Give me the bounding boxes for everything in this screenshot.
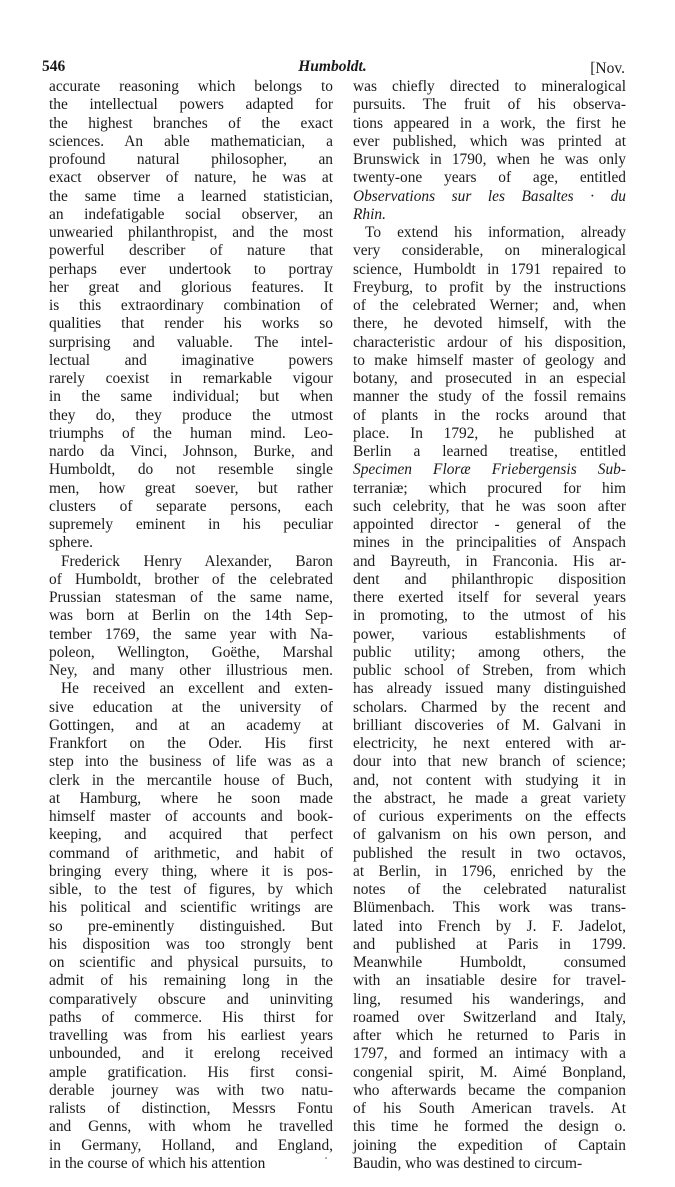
text-line: Meanwhile Humboldt, consumed	[353, 954, 626, 971]
text-line: was chiefly directed to mineralogical	[353, 78, 626, 95]
text-line: 1797, and formed an intimacy with a	[353, 1045, 626, 1063]
text-line: in the course of which his attention	[49, 1154, 266, 1172]
text-line: manner the study of the fossil remains	[353, 388, 626, 406]
text-line: joining the expedition of Captain	[353, 1136, 626, 1154]
text-line: who afterwards became the companion	[353, 1081, 626, 1099]
text-line: mines in the principalities of Anspach	[353, 534, 626, 552]
text-line: at Hamburg, where he soon made	[49, 789, 333, 807]
text-line: Brunswick in 1790, when he was only	[353, 151, 626, 168]
text-line: public utility; among others, the	[353, 643, 626, 661]
text-line: Baudin, who was destined to circum-	[353, 1154, 583, 1172]
text-line: Frankfort on the Oder. His first	[49, 735, 333, 752]
text-line: such celebrity, that he was soon after	[353, 497, 626, 515]
text-line: very considerable, on mineralogical	[353, 242, 626, 260]
text-line: the highest branches of the exact	[49, 114, 333, 132]
text-line: dour into that new branch of science;	[353, 753, 626, 771]
text-line: supremely eminent in his peculiar	[49, 516, 333, 533]
text-line: himself master of accounts and book-	[49, 808, 333, 825]
text-line: lated into French by J. F. Jadelot,	[353, 917, 626, 935]
text-line: the abstract, he made a great variety	[353, 789, 626, 807]
text-line: sive education at the university of	[49, 698, 333, 716]
text-line: after which he returned to Paris in	[353, 1027, 626, 1044]
page-number: 546	[42, 58, 66, 75]
text-line: perhaps ever undertook to portray	[49, 260, 333, 278]
text-line: with an insatiable desire for travel-	[353, 972, 626, 990]
right-column	[353, 78, 626, 1173]
text-line: appointed director - general of the	[353, 516, 626, 533]
text-line: qualities that render his works so	[49, 315, 333, 333]
page-speck	[325, 1157, 327, 1159]
text-line: ling, resumed his wanderings, and	[353, 990, 626, 1008]
text-line: pursuits. The fruit of his observa-	[353, 96, 626, 114]
text-line: exact observer of nature, he was at	[49, 169, 333, 187]
text-line: twenty-one years of age, entitled	[353, 169, 626, 187]
text-line: the same time a learned statistician,	[49, 187, 333, 205]
text-line: her great and glorious features. It	[49, 278, 333, 296]
text-line: of Humboldt, brother of the celebrated	[49, 570, 333, 588]
text-line: Frederick Henry Alexander, Baron	[61, 552, 333, 570]
text-line: on scientific and physical pursuits, to	[49, 954, 333, 971]
text-line: to make himself master of geology and	[353, 351, 626, 369]
text-line: command of arithmetic, and habit of	[49, 844, 333, 862]
page-header	[40, 58, 625, 78]
text-line: dent and philanthropic disposition	[353, 570, 626, 588]
text-line: To extend his information, already	[365, 224, 626, 241]
text-line: the intellectual powers adapted for	[49, 96, 333, 114]
text-line: He received an excellent and exten-	[61, 680, 333, 698]
text-line: Berlin a learned treatise, entitled	[353, 443, 626, 460]
text-line: of the celebrated Werner; and, when	[353, 297, 626, 314]
text-line: public school of Streben, from which	[353, 662, 626, 679]
text-line: clerk in the mercantile house of Buch,	[49, 771, 333, 789]
text-line: Observations sur les Basaltes · du	[353, 187, 626, 205]
text-line: triumphs of the human mind. Leo-	[49, 424, 333, 442]
text-line: unbounded, and it erelong received	[49, 1045, 333, 1063]
text-line: comparatively obscure and uninviting	[49, 990, 333, 1008]
text-line: in Germany, Holland, and England,	[49, 1136, 333, 1154]
text-line: Blümenbach. This work was trans-	[353, 899, 626, 917]
text-line: accurate reasoning which belongs to	[49, 78, 333, 95]
text-line: poleon, Wellington, Goëthe, Marshal	[49, 643, 333, 661]
text-line: ralists of distinction, Messrs Fontu	[49, 1100, 333, 1117]
text-line: power, various establishments of	[353, 625, 626, 643]
text-line: derable journey was with two natu-	[49, 1081, 333, 1099]
text-line: paths of commerce. His thirst for	[49, 1008, 333, 1026]
text-line: his political and scientific writings are	[49, 899, 333, 917]
text-line: notes of the celebrated naturalist	[353, 881, 626, 898]
text-line: sphere.	[49, 534, 94, 552]
text-line: terraniæ; which procured for him	[353, 479, 626, 497]
text-line: science, Humboldt in 1791 repaired to	[353, 260, 626, 278]
text-line: of curious experiments on the effects	[353, 808, 626, 825]
text-line: travelling was from his earliest years	[49, 1027, 333, 1044]
text-line: ever published, which was printed at	[353, 132, 626, 150]
text-line: tember 1769, the same year with Na-	[49, 625, 333, 643]
text-line: sciences. An able mathematician, a	[49, 132, 333, 150]
text-line: is this extraordinary combination of	[49, 297, 333, 314]
text-line: clusters of separate persons, each	[49, 497, 333, 515]
text-line: Specimen Floræ Friebergensis Sub-	[353, 461, 626, 479]
text-line: scholars. Charmed by the recent and	[353, 698, 626, 716]
text-line: place. In 1792, he published at	[353, 424, 626, 442]
running-month: [Nov.	[590, 60, 625, 77]
text-line: and, not content with studying it in	[353, 771, 626, 789]
running-title: Humboldt.	[298, 58, 367, 75]
text-line: in promoting, to the utmost of his	[353, 607, 626, 625]
text-line: and Genns, with whom he travelled	[49, 1118, 333, 1136]
text-line: of his South American travels. At	[353, 1100, 626, 1117]
text-line: characteristic ardour of his disposition,	[353, 333, 626, 351]
text-line: Gottingen, and at an academy at	[49, 716, 333, 734]
text-line: electricity, he next entered with ar-	[353, 735, 626, 752]
text-line: rarely coexist in remarkable vigour	[49, 370, 333, 387]
left-column	[49, 78, 333, 1173]
text-line: in the same individual; but when	[49, 388, 333, 406]
text-line: was born at Berlin on the 14th Sep-	[49, 607, 333, 625]
text-line: there exerted itself for several years	[353, 589, 626, 606]
text-line: brilliant discoveries of M. Galvani in	[353, 716, 626, 734]
text-line: Ney, and many other illustrious men.	[49, 662, 333, 679]
text-line: ample gratification. His first consi-	[49, 1063, 333, 1081]
text-line: congenial spirit, M. Aimé Bonpland,	[353, 1063, 626, 1081]
text-line: has already issued many distinguished	[353, 680, 626, 698]
text-line: unwearied philanthropist, and the most	[49, 224, 333, 241]
text-line: surprising and valuable. The intel-	[49, 333, 333, 351]
text-line: admit of his remaining long in the	[49, 972, 333, 990]
text-line: sible, to the test of figures, by which	[49, 881, 333, 898]
text-line: of galvanism on his own person, and	[353, 826, 626, 844]
text-line: of plants in the rocks around that	[353, 406, 626, 424]
text-line: tions appeared in a work, the first he	[353, 114, 626, 132]
text-line: an indefatigable social observer, an	[49, 205, 333, 223]
text-line: step into the business of life was as a	[49, 753, 333, 771]
text-line: this time he formed the design o.	[353, 1118, 626, 1136]
text-line: profound natural philosopher, an	[49, 151, 333, 168]
text-line: and published at Paris in 1799.	[353, 935, 626, 953]
text-line: powerful describer of nature that	[49, 242, 333, 260]
text-line: and Bayreuth, in Franconia. His ar-	[353, 552, 626, 570]
text-line: so pre-eminently distinguished. But	[49, 917, 333, 935]
text-line: Prussian statesman of the same name,	[49, 589, 333, 606]
text-line: botany, and prosecuted in an especial	[353, 370, 626, 387]
text-line: they do, they produce the utmost	[49, 406, 333, 424]
text-line: lectual and imaginative powers	[49, 351, 333, 369]
text-line: men, how great soever, but rather	[49, 479, 333, 497]
text-line: bringing every thing, where it is pos-	[49, 862, 333, 880]
text-line: keeping, and acquired that perfect	[49, 826, 333, 844]
text-line: his disposition was too strongly bent	[49, 935, 333, 953]
text-line: there, he devoted himself, with the	[353, 315, 626, 333]
text-line: Humboldt, do not resemble single	[49, 461, 333, 479]
text-line: published the result in two octavos,	[353, 844, 626, 862]
text-line: at Berlin, in 1796, enriched by the	[353, 862, 626, 880]
text-line: Freyburg, to profit by the instructions	[353, 278, 626, 296]
text-line: nardo da Vinci, Johnson, Burke, and	[49, 443, 333, 460]
text-line: roamed over Switzerland and Italy,	[353, 1008, 626, 1026]
text-line: Rhin.	[353, 205, 386, 223]
